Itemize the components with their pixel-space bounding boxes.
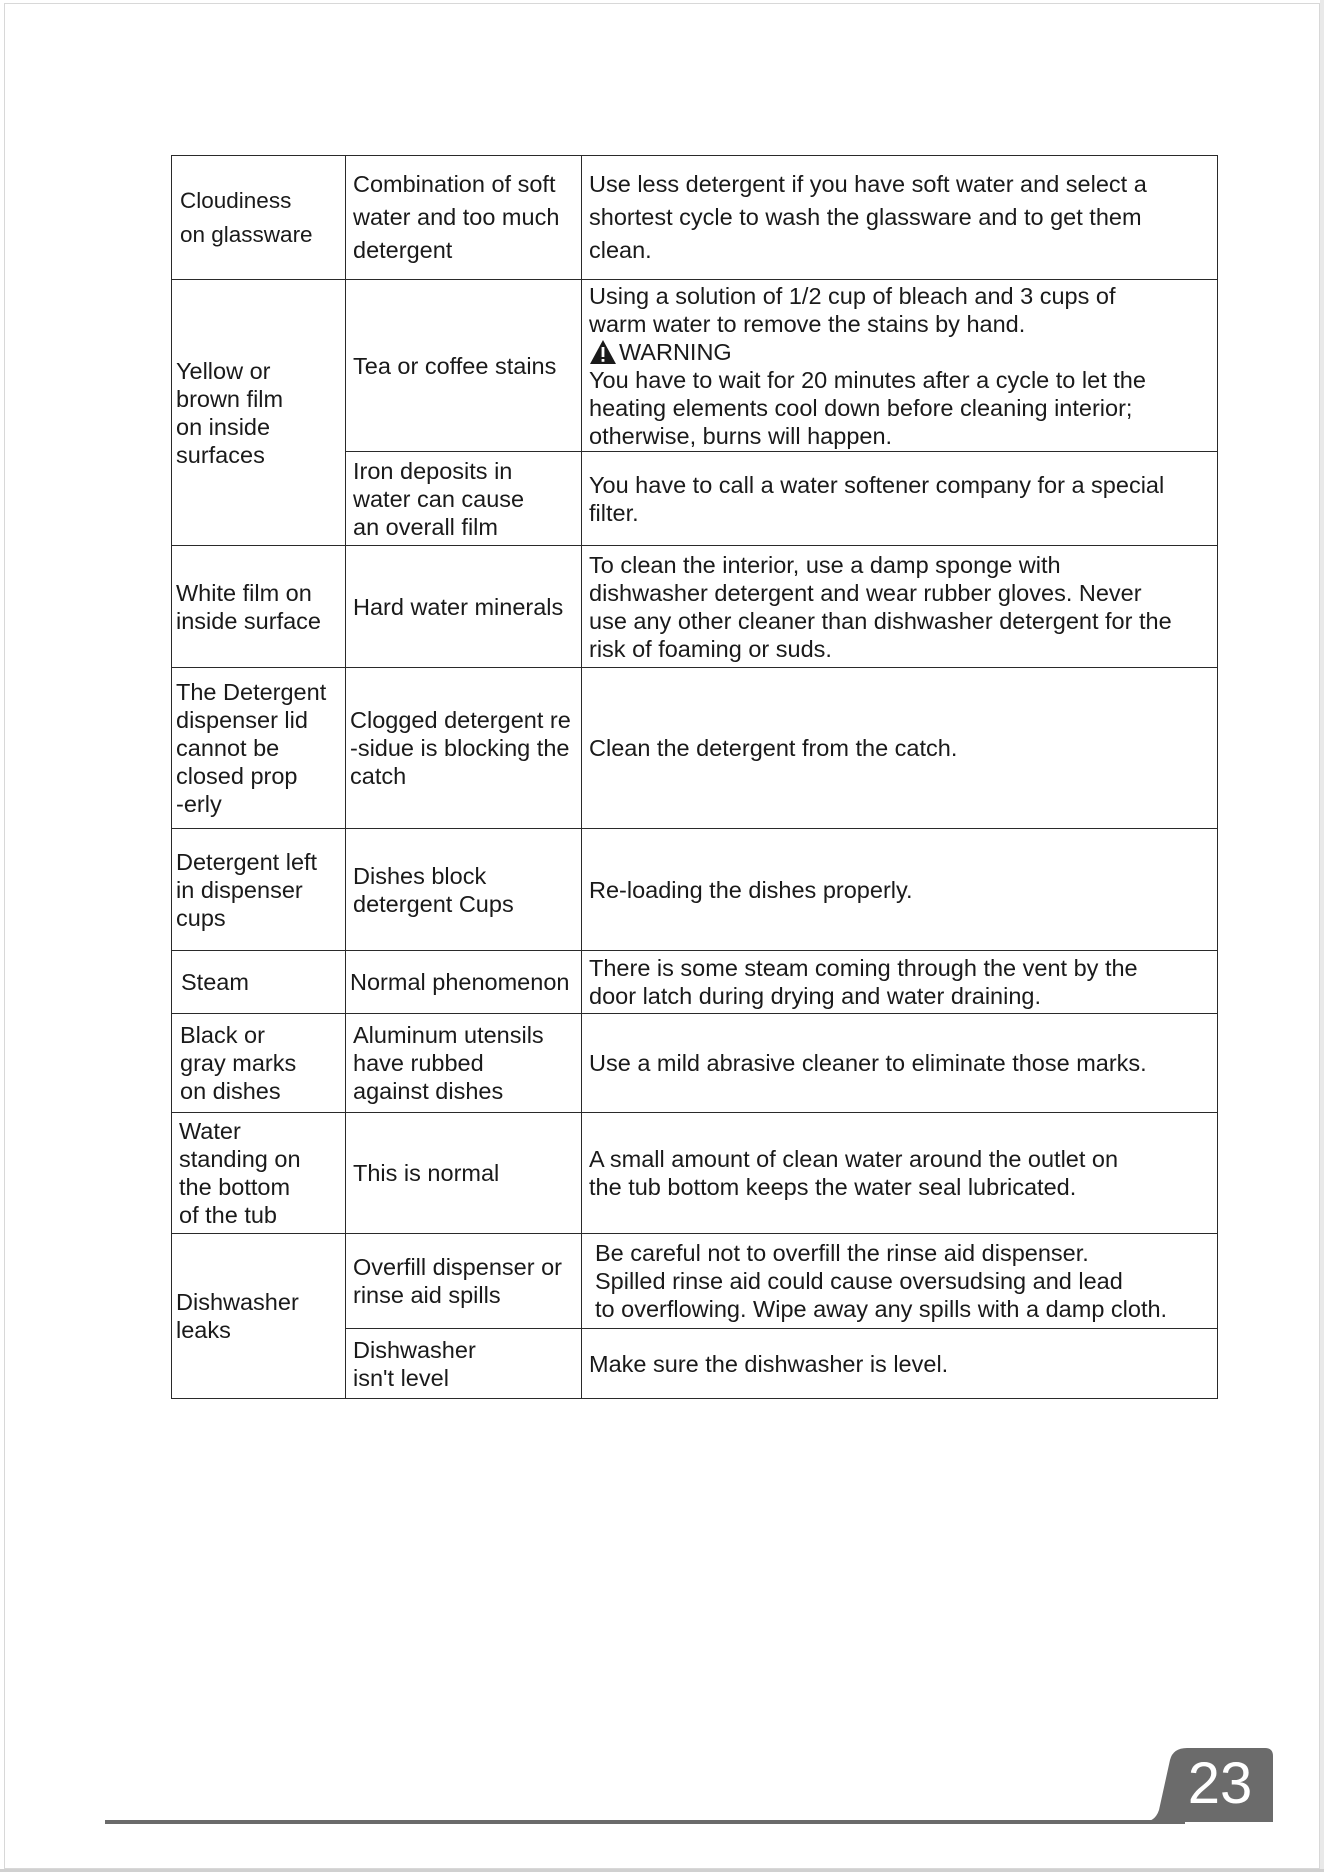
solution-cell: Make sure the dishwasher is level.: [582, 1329, 1218, 1399]
table-row: [172, 1014, 1218, 1113]
cause-cell: Hard water minerals: [346, 546, 582, 668]
footer-rule: [105, 1820, 1185, 1824]
cause-cell: This is normal: [346, 1113, 582, 1234]
solution-cell: You have to call a water softener company for a special filter.: [582, 452, 1218, 546]
solution-cell: A small amount of clean water around the outlet on the tub bottom keeps the water seal lubricated.: [582, 1113, 1218, 1234]
cause-cell: Overfill dispenser or rinse aid spills: [346, 1234, 582, 1329]
solution-cell: Be careful not to overfill the rinse aid dispenser. Spilled rinse aid could cause oversudsing and lead to overflowing. Wipe away any spills with a damp cloth.: [582, 1234, 1218, 1329]
warning-label: WARNING: [619, 338, 732, 365]
solution-cell: Use a mild abrasive cleaner to eliminate those marks.: [582, 1014, 1218, 1113]
table-row: [172, 156, 1218, 280]
cause-cell: Dishes block detergent Cups: [346, 829, 582, 951]
cause-cell: Tea or coffee stains: [346, 280, 582, 452]
table-row: [172, 1113, 1218, 1234]
cause-cell: Aluminum utensils have rubbed against dishes: [346, 1014, 582, 1113]
solution-cell: Using a solution of 1/2 cup of bleach and 3 cups of warm water to remove the stains by hand. WARNING You have to wait for 20 minutes after a cycle to let the heating elements cool down before cleaning interior; otherwise, burns will happen.: [582, 280, 1218, 452]
warning-line: [589, 338, 1217, 366]
problem-cell: Yellow or brown film on inside surfaces: [172, 280, 346, 546]
troubleshooting-table: [171, 155, 1218, 1399]
solution-cell: There is some steam coming through the vent by the door latch during drying and water draining.: [582, 951, 1218, 1014]
cause-cell: Normal phenomenon: [346, 951, 582, 1014]
table-row: [172, 829, 1218, 951]
cause-cell: Combination of soft water and too much detergent: [346, 156, 582, 280]
solution-cell: Clean the detergent from the catch.: [582, 668, 1218, 829]
table-row: [172, 668, 1218, 829]
table-row: [172, 1234, 1218, 1329]
problem-cell: Dishwasher leaks: [172, 1234, 346, 1399]
table-row: [172, 546, 1218, 668]
table-row: [172, 951, 1218, 1014]
solution-cell: Use less detergent if you have soft water and select a shortest cycle to wash the glassware and to get them clean.: [582, 156, 1218, 280]
problem-cell: Water standing on the bottom of the tub: [172, 1113, 346, 1234]
solution-cell: Re-loading the dishes properly.: [582, 829, 1218, 951]
warning-triangle-icon: [589, 339, 617, 365]
problem-cell: Cloudiness on glassware: [172, 156, 346, 280]
page-number: 23: [1187, 1751, 1253, 1816]
problem-cell: Detergent left in dispenser cups: [172, 829, 346, 951]
solution-cell: To clean the interior, use a damp sponge with dishwasher detergent and wear rubber gloves. Never use any other cleaner than dishwasher detergent for the risk of foaming or suds.: [582, 546, 1218, 668]
cause-cell: Clogged detergent re -sidue is blocking the catch: [346, 668, 582, 829]
page-edge-shadow: [1320, 0, 1324, 1872]
table-row: [172, 280, 1218, 452]
problem-cell: Steam: [172, 951, 346, 1014]
problem-cell: The Detergent dispenser lid cannot be closed prop -erly: [172, 668, 346, 829]
cause-cell: Iron deposits in water can cause an overall film: [346, 452, 582, 546]
cause-cell: Dishwasher isn't level: [346, 1329, 582, 1399]
problem-cell: White film on inside surface: [172, 546, 346, 668]
problem-cell: Black or gray marks on dishes: [172, 1014, 346, 1113]
